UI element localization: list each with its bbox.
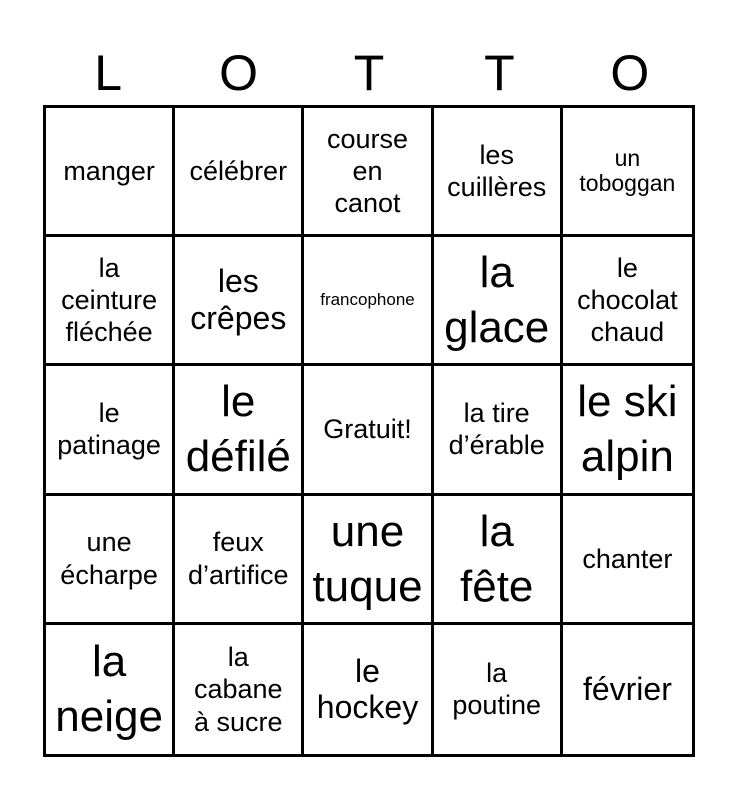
header-letter-l: L (94, 45, 123, 101)
cell-text: course en canot (326, 123, 409, 219)
cell-text: la ceinture fléchée (61, 252, 158, 348)
card-cell[interactable] (175, 108, 304, 237)
card-cell[interactable] (46, 237, 175, 366)
cell-text: un toboggan (579, 144, 676, 197)
header-letter-t-2: T (484, 45, 515, 101)
card-cell[interactable] (304, 108, 433, 237)
cell-text: les cuillères (447, 139, 547, 203)
card-cell[interactable] (304, 496, 433, 625)
cell-text: la tire d’érable (448, 398, 545, 461)
free-space-text: Gratuit! (323, 414, 412, 445)
card-cell[interactable] (434, 237, 563, 366)
header-letter-o-2: O (610, 45, 650, 101)
bingo-card-grid (43, 105, 695, 757)
cell-text: célébrer (189, 155, 288, 186)
card-cell[interactable] (563, 625, 692, 754)
cell-text: une écharpe (60, 527, 158, 590)
card-cell[interactable] (175, 625, 304, 754)
card-cell[interactable] (563, 496, 692, 625)
cell-text: feux d’artifice (188, 527, 289, 590)
cell-text: francophone (320, 289, 415, 309)
cell-text: le hockey (316, 652, 419, 726)
card-cell[interactable] (46, 625, 175, 754)
cell-text: le ski alpin (577, 377, 678, 482)
card-cell[interactable] (563, 366, 692, 495)
cell-text: le chocolat chaud (577, 252, 678, 348)
cell-text: manger (63, 155, 155, 186)
card-cell[interactable] (563, 108, 692, 237)
card-cell[interactable] (304, 625, 433, 754)
cell-text: la neige (55, 637, 163, 742)
card-cell[interactable] (434, 496, 563, 625)
cell-text: la fête (460, 506, 534, 611)
free-space-cell[interactable] (304, 366, 433, 495)
card-cell[interactable] (46, 108, 175, 237)
card-cell[interactable] (175, 366, 304, 495)
cell-text: le défilé (185, 377, 291, 482)
cell-text: chanter (582, 543, 673, 574)
header-letter-o: O (219, 45, 259, 101)
card-cell[interactable] (304, 237, 433, 366)
card-cell[interactable] (175, 237, 304, 366)
card-cell[interactable] (434, 108, 563, 237)
header-letter-t: T (353, 45, 385, 101)
card-cell[interactable] (434, 366, 563, 495)
cell-text: la glace (444, 248, 550, 353)
lotto-header (43, 40, 695, 106)
card-cell[interactable] (563, 237, 692, 366)
cell-text: la cabane à sucre (193, 641, 283, 737)
cell-text: les crêpes (190, 263, 287, 337)
cell-text: le patinage (57, 398, 161, 461)
cell-text: février (582, 670, 672, 707)
card-cell[interactable] (175, 496, 304, 625)
cell-text: la poutine (452, 658, 541, 721)
card-cell[interactable] (434, 625, 563, 754)
card-cell[interactable] (46, 496, 175, 625)
cell-text: une tuque (312, 506, 423, 611)
card-cell[interactable] (46, 366, 175, 495)
